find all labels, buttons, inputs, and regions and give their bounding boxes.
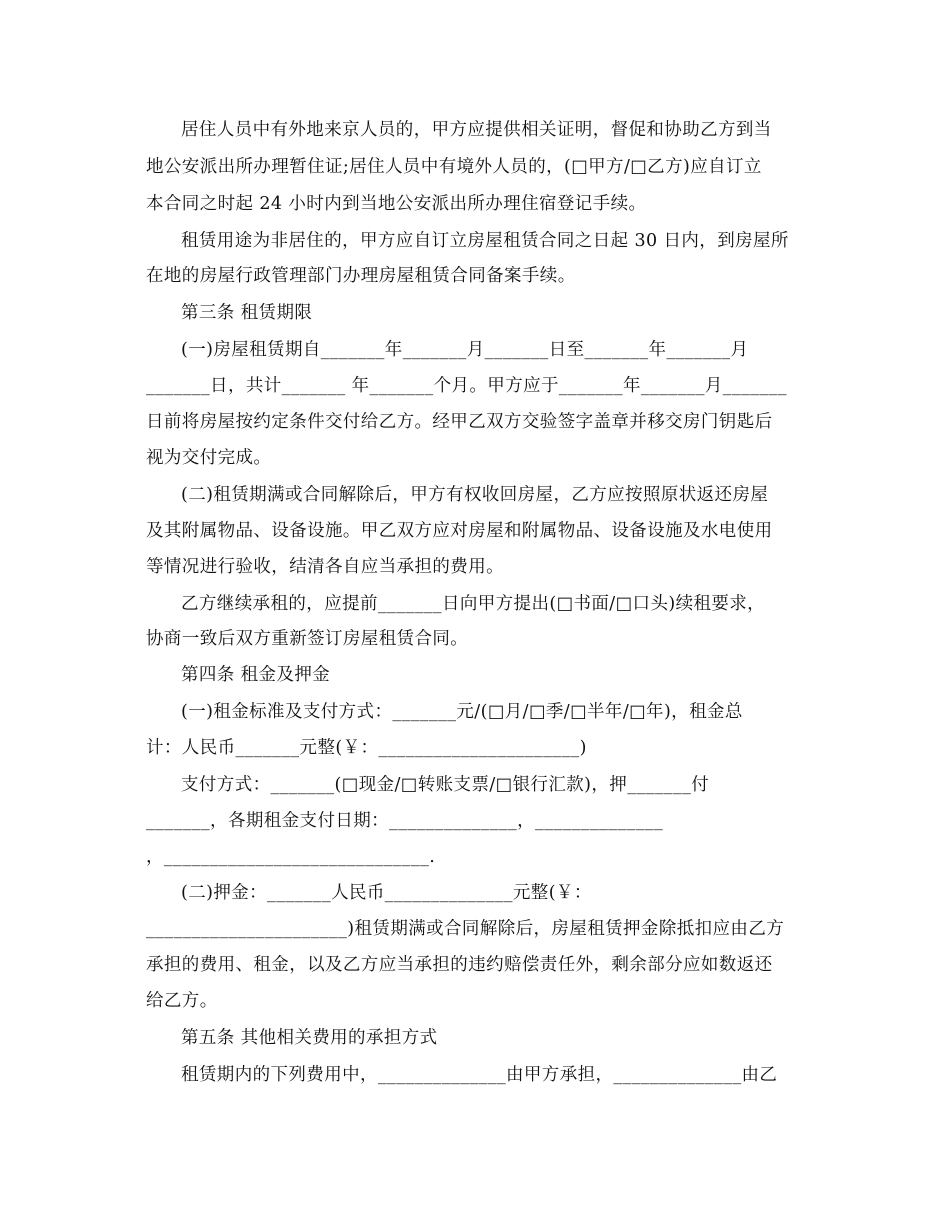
text-line: 支付方式：_______(□现金/□转账支票/□银行汇款)，押_______付	[181, 775, 710, 795]
text-line: _______日，共计_______ 年_______个月。甲方应于_______年_______月_______	[146, 376, 787, 396]
text-line: 视为交付完成。	[146, 448, 272, 468]
text-line: (一)房屋租赁期自_______年_______月_______日至_______年_______月	[181, 340, 749, 360]
text-line: 地公安派出所办理暂住证;居住人员中有境外人员的，(□甲方/□乙方)应自订立	[146, 157, 762, 177]
text-line: 租赁期内的下列费用中，______________由甲方承担，______________由乙	[181, 1065, 778, 1085]
text-line: ，_____________________________.	[146, 847, 436, 867]
text-line: _______，各期租金支付日期：______________，______________	[146, 811, 664, 831]
text-line: 乙方继续承租的，应提前_______日向甲方提出(□书面/□口头)续租要求，	[181, 594, 766, 614]
text-line: 日前将房屋按约定条件交付给乙方。经甲乙双方交验签字盖章并移交房门钥匙后	[146, 412, 773, 432]
text-line: (一)租金标准及支付方式：_______元/(□月/□季/□半年/□年)，租金总	[181, 702, 743, 722]
text-line: 居住人员中有外地来京人员的，甲方应提供相关证明，督促和协助乙方到当	[181, 120, 772, 140]
text-line: 本合同之时起 24 小时内到当地公安派出所办理住宿登记手续。	[146, 194, 647, 214]
section-heading: 第五条 其他相关费用的承担方式	[181, 1028, 438, 1048]
text-line: 协商一致后双方重新签订房屋租赁合同。	[146, 629, 469, 649]
text-line: ______________________)租赁期满或合同解除后，房屋租赁押金除抵扣应由乙方	[146, 919, 785, 939]
text-line: 在地的房屋行政管理部门办理房屋租赁合同备案手续。	[146, 266, 576, 286]
section-heading: 第四条 租金及押金	[181, 665, 331, 685]
text-line: 租赁用途为非居住的，甲方应自订立房屋租赁合同之日起 30 日内，到房屋所	[181, 231, 789, 251]
text-line: 给乙方。	[146, 991, 218, 1011]
text-line: 计：人民币_______元整(￥：______________________)	[146, 738, 587, 758]
text-line: (二)押金：_______人民币______________元整(￥：	[181, 883, 592, 903]
section-heading: 第三条 租赁期限	[181, 303, 313, 323]
text-line: 承担的费用、租金，以及乙方应当承担的违约赔偿责任外，剩余部分应如数返还	[146, 955, 773, 975]
text-line: 及其附属物品、设备设施。甲乙双方应对房屋和附属物品、设备设施及水电使用	[146, 521, 773, 541]
text-line: (二)租赁期满或合同解除后，甲方有权收回房屋，乙方应按照原状返还房屋	[181, 485, 769, 505]
text-line: 等情况进行验收，结清各自应当承担的费用。	[146, 557, 504, 577]
